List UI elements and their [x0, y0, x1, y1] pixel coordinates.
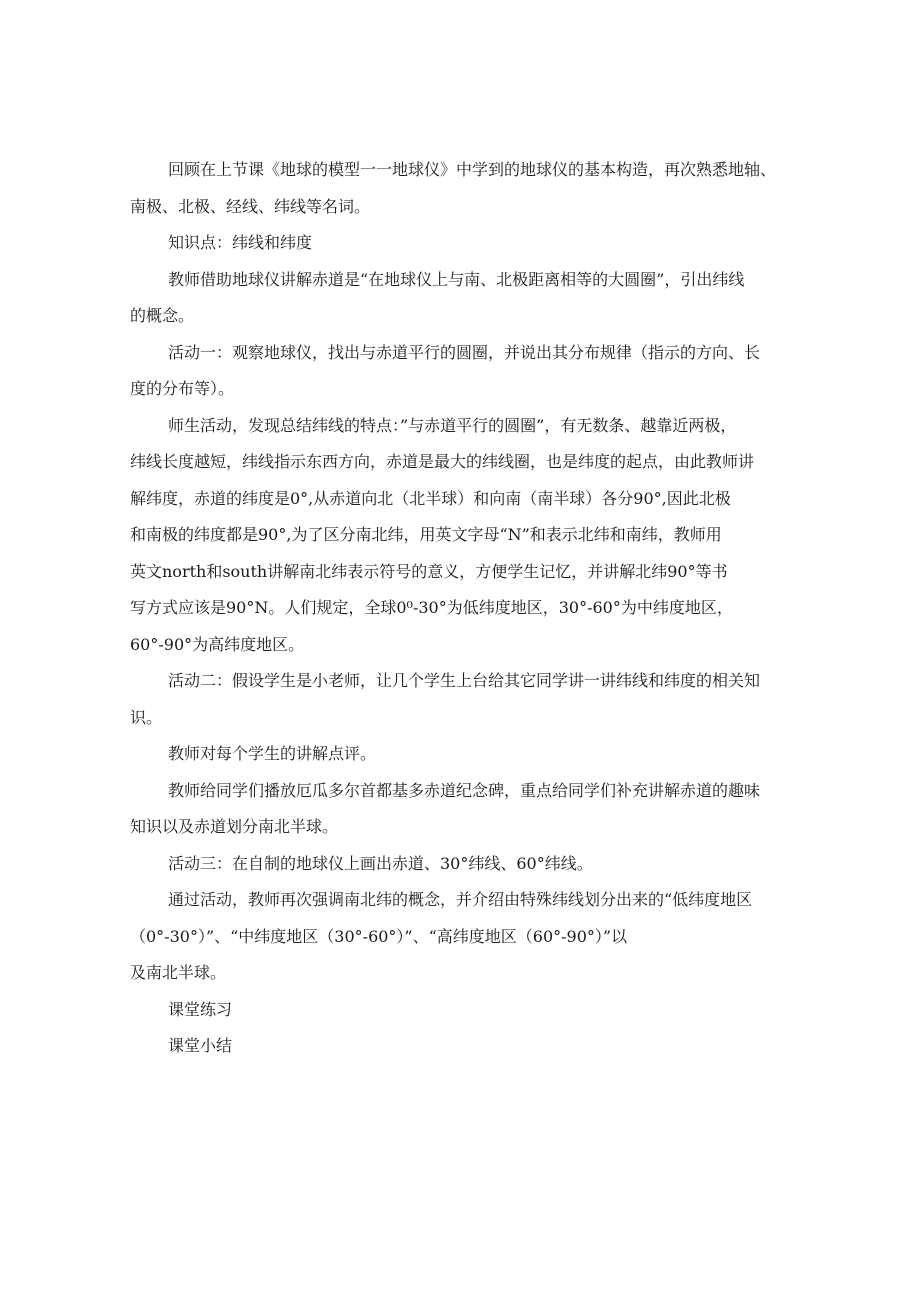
paragraph-line: 及南北半球。 [130, 963, 227, 982]
paragraph-line: 和南极的纬度都是90°,为了区分南北纬，用英文字母“N”和表示北纬和南纬，教师用 [130, 525, 722, 544]
paragraph-line: 解纬度，赤道的纬度是0°,从赤道向北（北半球）和向南（南半球）各分90°,因此北极 [130, 488, 731, 508]
paragraph-line: 南极、北极、经线、纬线等名词。 [130, 196, 371, 216]
paragraph-line: 英文north和south讲解南北纬表示符号的意义，方便学生记忆，并讲解北纬90°等书 [130, 561, 728, 581]
paragraph-line: 教师对每个学生的讲解点评。 [168, 744, 377, 763]
paragraph-line: 纬线长度越短，纬线指示东西方向，赤道是最大的纬线圈，也是纬度的起点，由此教师讲 [130, 452, 755, 471]
paragraph-line: 识。 [130, 707, 163, 727]
section-heading: 课堂小结 [168, 1036, 233, 1055]
paragraph-line: 师生活动，发现总结纬线的特点：”与赤道平行的圆圈”，有无数条、越靠近两极， [168, 415, 737, 435]
paragraph-line: 通过活动，教师再次强调南北纬的概念，并介绍由特殊纬线划分出来的“低纬度地区 [168, 890, 753, 909]
paragraph-line: 教师借助地球仪讲解赤道是“在地球仪上与南、北极距离相等的大圆圈”，引出纬线 [168, 269, 745, 289]
paragraph-line: 活动三：在自制的地球仪上画出赤道、30°纬线、60°纬线。 [168, 853, 593, 873]
paragraph-line: 教师给同学们播放厄瓜多尔首都基多赤道纪念碑，重点给同学们补充讲解赤道的趣味 [168, 780, 761, 800]
paragraph-line: 活动二：假设学生是小老师，让几个学生上台给其它同学讲一讲纬线和纬度的相关知 [168, 671, 761, 690]
paragraph-line: 回顾在上节课《地球的模型一一地球仪》中学到的地球仪的基本构造，再次熟悉地轴、 [168, 160, 777, 179]
paragraph-line: 度的分布等）。 [130, 379, 235, 398]
paragraph-line: 活动一：观察地球仪，找出与赤道平行的圆圈，并说出其分布规律（指示的方向、长 [168, 342, 761, 362]
paragraph-line: 写方式应该是90°N。人们规定，全球0⁰-30°为低纬度地区，30°-60°为中纬度地区， [130, 598, 733, 617]
paragraph-line: 知识以及赤道划分南北半球。 [130, 817, 339, 836]
paragraph-line: 60°-90°为高纬度地区。 [130, 634, 305, 654]
section-heading: 课堂练习 [168, 999, 233, 1019]
paragraph-line: 的概念。 [130, 306, 195, 325]
section-heading: 知识点：纬线和纬度 [168, 233, 313, 252]
document-body [130, 152, 806, 1065]
paragraph-line: （0°-30°）”、“中纬度地区（30°-60°）”、“高纬度地区（60°-90°）”以 [130, 926, 628, 946]
